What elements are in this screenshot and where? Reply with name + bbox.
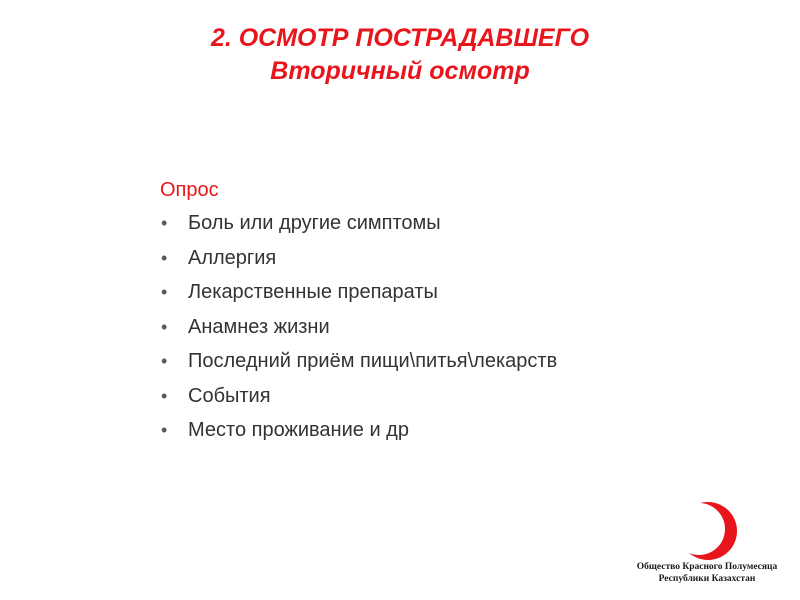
slide-subtitle: Вторичный осмотр xyxy=(270,57,530,85)
slide-content xyxy=(160,178,760,453)
bullet-icon: • xyxy=(161,351,168,371)
bullet-list xyxy=(160,211,760,442)
logo-caption-line2: Республики Казахстан xyxy=(658,574,756,584)
logo-caption xyxy=(618,561,796,585)
list-item xyxy=(160,418,760,442)
list-item xyxy=(160,315,760,339)
red-crescent-logo xyxy=(618,500,796,590)
list-item-text: Анамнез жизни xyxy=(188,315,330,338)
section-label: Опрос xyxy=(160,179,219,201)
list-item-text: События xyxy=(188,384,271,407)
list-item-text: Последний приём пищи\питья\лекарств xyxy=(188,350,558,372)
bullet-icon: • xyxy=(161,420,168,440)
bullet-icon: • xyxy=(161,213,168,233)
bullet-icon: • xyxy=(161,316,168,337)
logo-caption-line1: Общество Красного Полумесяца xyxy=(636,562,778,572)
list-item xyxy=(160,280,760,304)
red-crescent-icon xyxy=(668,500,746,564)
list-item-text: Место проживание и др xyxy=(188,419,409,441)
list-item xyxy=(160,384,760,408)
bullet-icon: • xyxy=(161,282,168,302)
list-item-text: Лекарственные препараты xyxy=(188,281,438,303)
list-item-text: Боль или другие симптомы xyxy=(188,212,441,234)
list-item xyxy=(160,211,760,235)
slide-title: 2. ОСМОТР ПОСТРАДАВШЕГО xyxy=(210,24,590,52)
list-item-text: Аллергия xyxy=(188,246,277,269)
list-item xyxy=(160,349,760,373)
list-item xyxy=(160,246,760,270)
bullet-icon: • xyxy=(161,385,168,406)
bullet-icon: • xyxy=(161,247,168,268)
slide-title-block xyxy=(0,22,800,88)
